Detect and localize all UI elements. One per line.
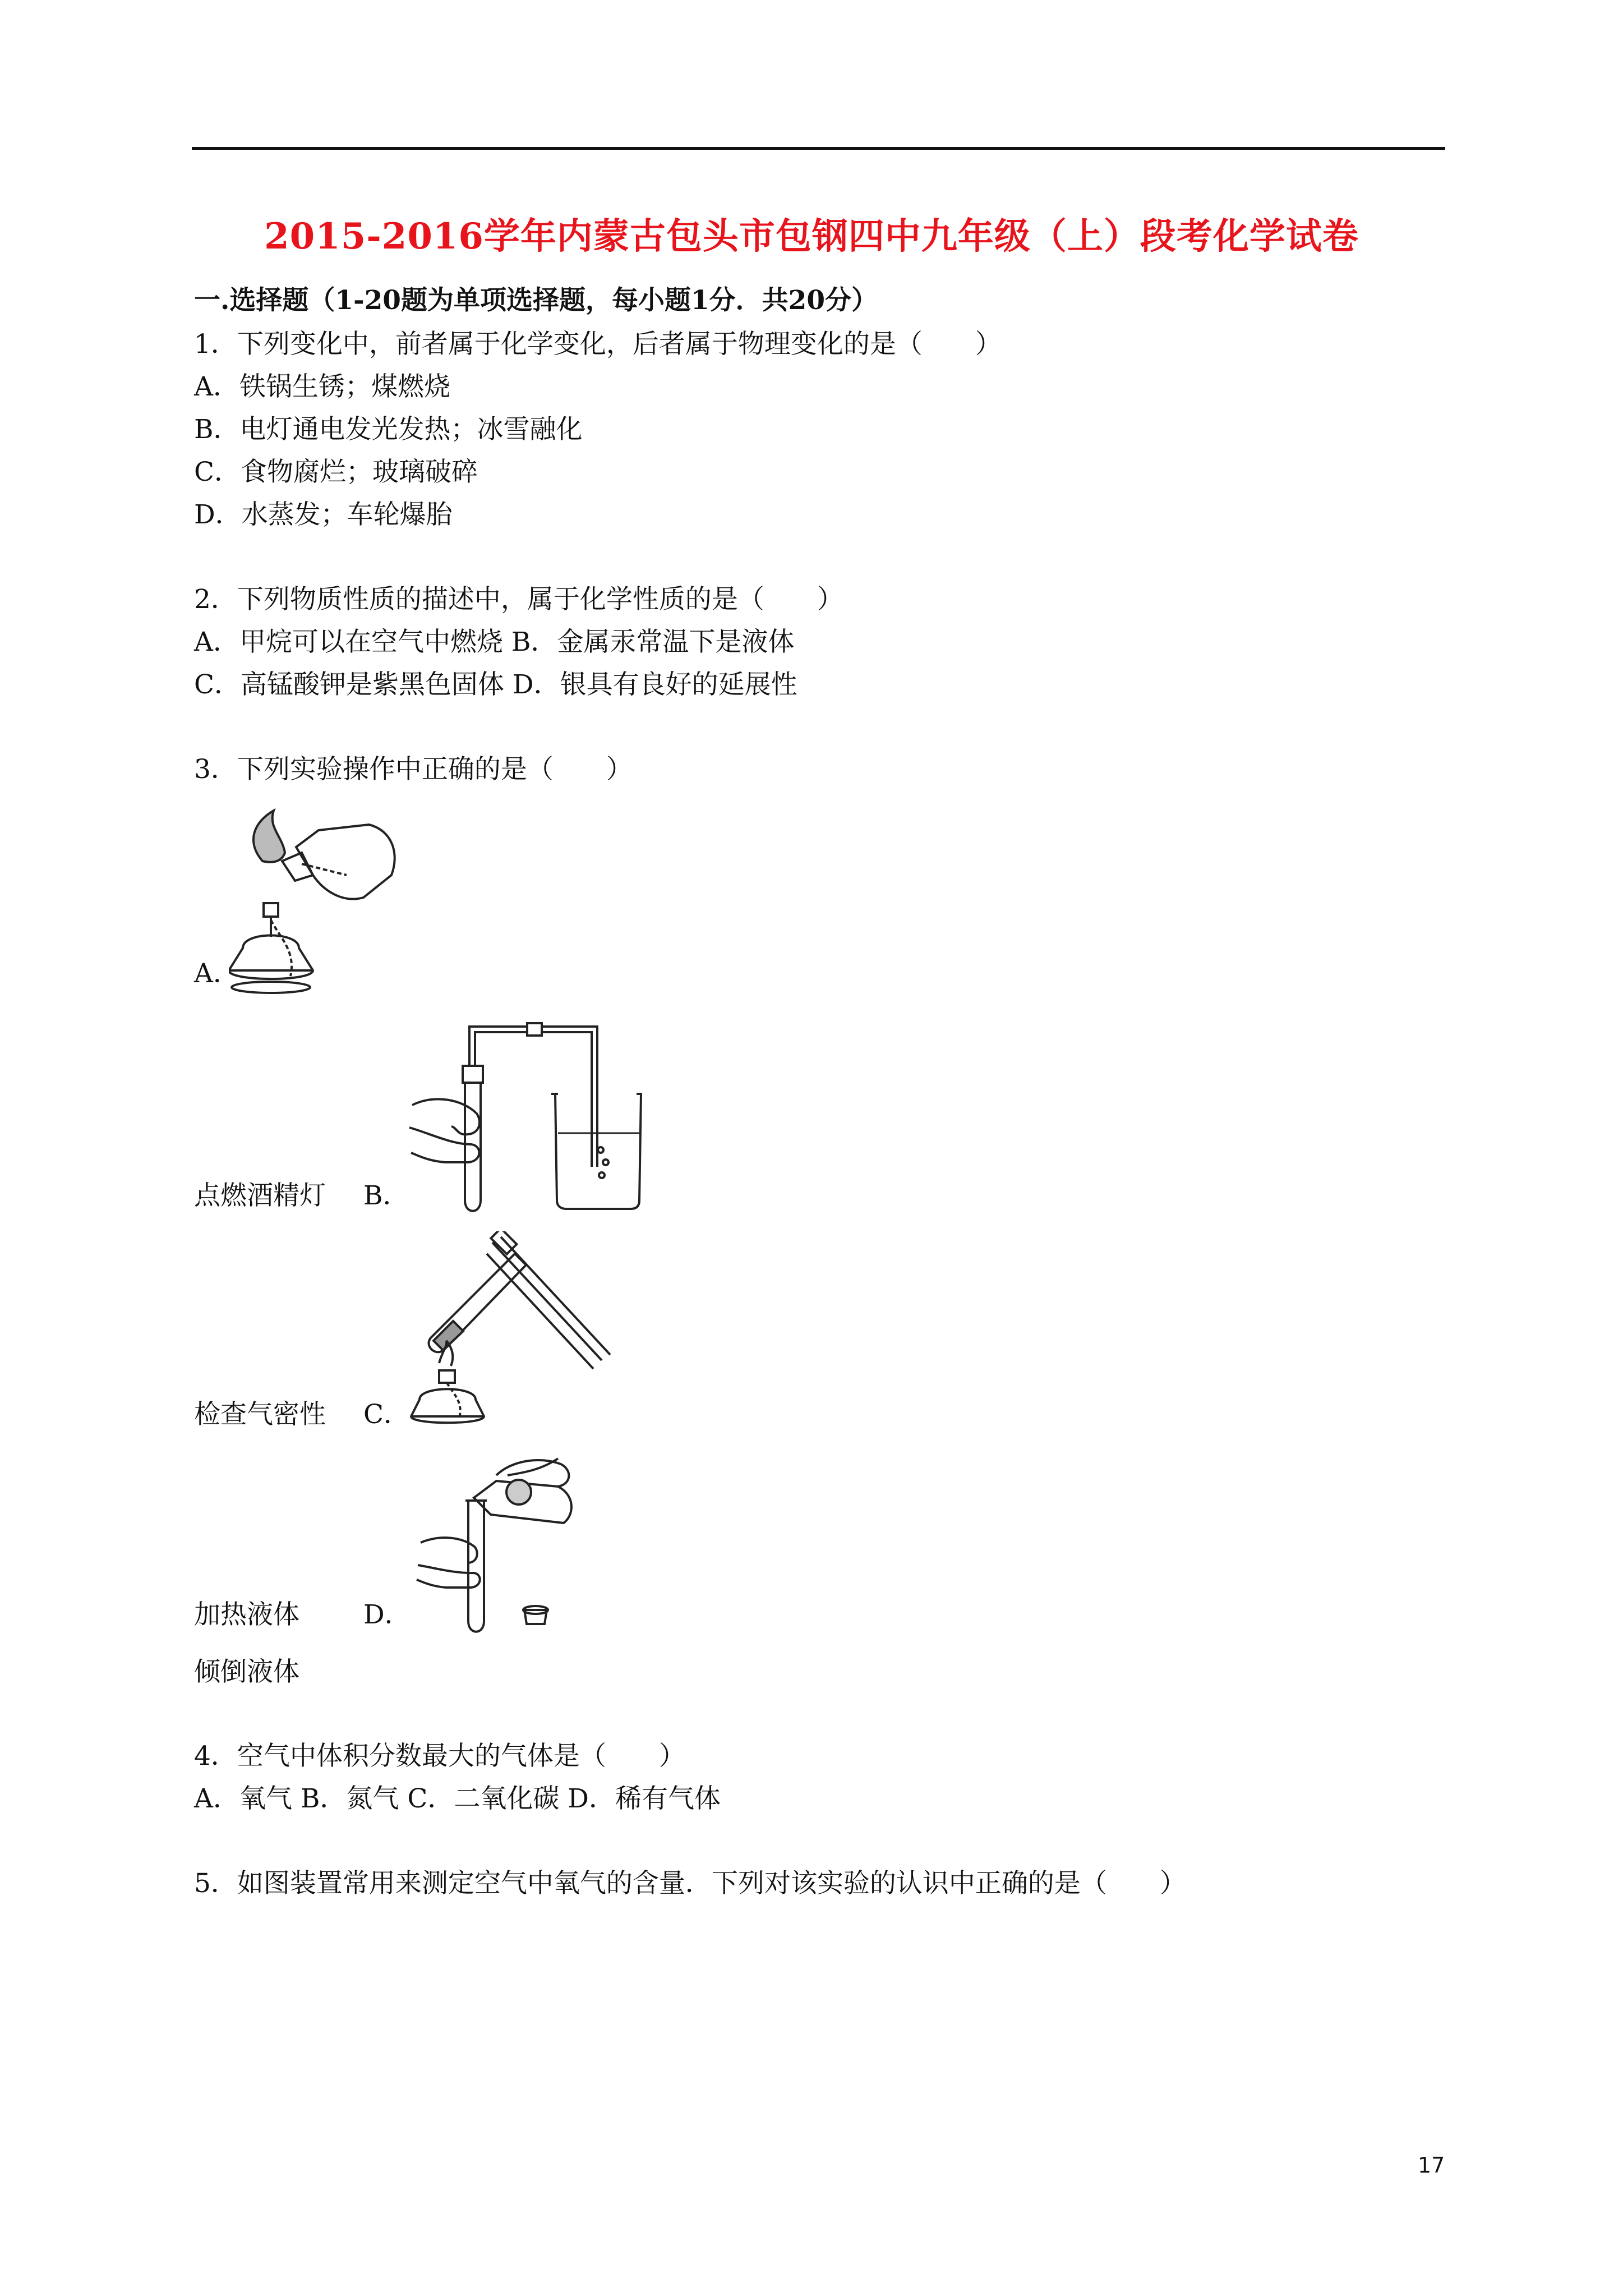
figure-c-heating-liquid-icon (408, 1231, 616, 1428)
page-title: 2015-2016学年内蒙古包头市包钢四中九年级（上）段考化学试卷 (264, 215, 1359, 257)
page-number: 17 (1418, 2153, 1445, 2178)
figure-a-lighting-lamp-icon (229, 808, 408, 999)
q4-stem: 4．空气中体积分数最大的气体是（ ） (194, 1741, 685, 1772)
q1-stem: 1．下列变化中，前者属于化学变化，后者属于物理变化的是（ ） (194, 329, 1002, 360)
q3-caption-c: 加热液体 (194, 1599, 299, 1630)
q5-stem: 5．如图装置常用来测定空气中氧气的含量．下列对该实验的认识中正确的是（ ） (194, 1868, 1186, 1899)
q3-caption-d: 倾倒液体 (194, 1657, 299, 1687)
q3-label-c: C． (363, 1399, 410, 1430)
q4-options: A．氧气 B．氮气 C．二氧化碳 D．稀有气体 (194, 1783, 721, 1814)
q2-stem: 2．下列物质性质的描述中，属于化学性质的是（ ） (194, 584, 843, 615)
q3-label-a: A． (194, 958, 239, 989)
q3-caption-b: 检查气密性 (194, 1399, 326, 1430)
q3-label-d: D． (363, 1599, 411, 1630)
q3-caption-a: 点燃酒精灯 (194, 1180, 326, 1211)
q1-option-c: C．食物腐烂；玻璃破碎 (194, 457, 478, 487)
q2-options-ab: A．甲烷可以在空气中燃烧 B．金属汞常温下是液体 (194, 627, 795, 657)
q1-option-d: D．水蒸发；车轮爆胎 (194, 499, 453, 530)
q1-option-a: A．铁锅生锈；煤燃烧 (194, 371, 450, 402)
figure-b-airtightness-icon (407, 1015, 642, 1217)
q3-label-b: B． (363, 1180, 409, 1211)
q1-option-b: B．电灯通电发光发热；冰雪融化 (194, 414, 583, 445)
header-rule (192, 147, 1445, 150)
section-heading: 一.选择题（1-20题为单项选择题，每小题1分．共20分） (194, 285, 878, 316)
q3-stem: 3．下列实验操作中正确的是（ ） (194, 754, 633, 785)
figure-d-pouring-liquid-icon (412, 1453, 580, 1638)
q2-options-cd: C．高锰酸钾是紫黑色固体 D．银具有良好的延展性 (194, 669, 797, 700)
